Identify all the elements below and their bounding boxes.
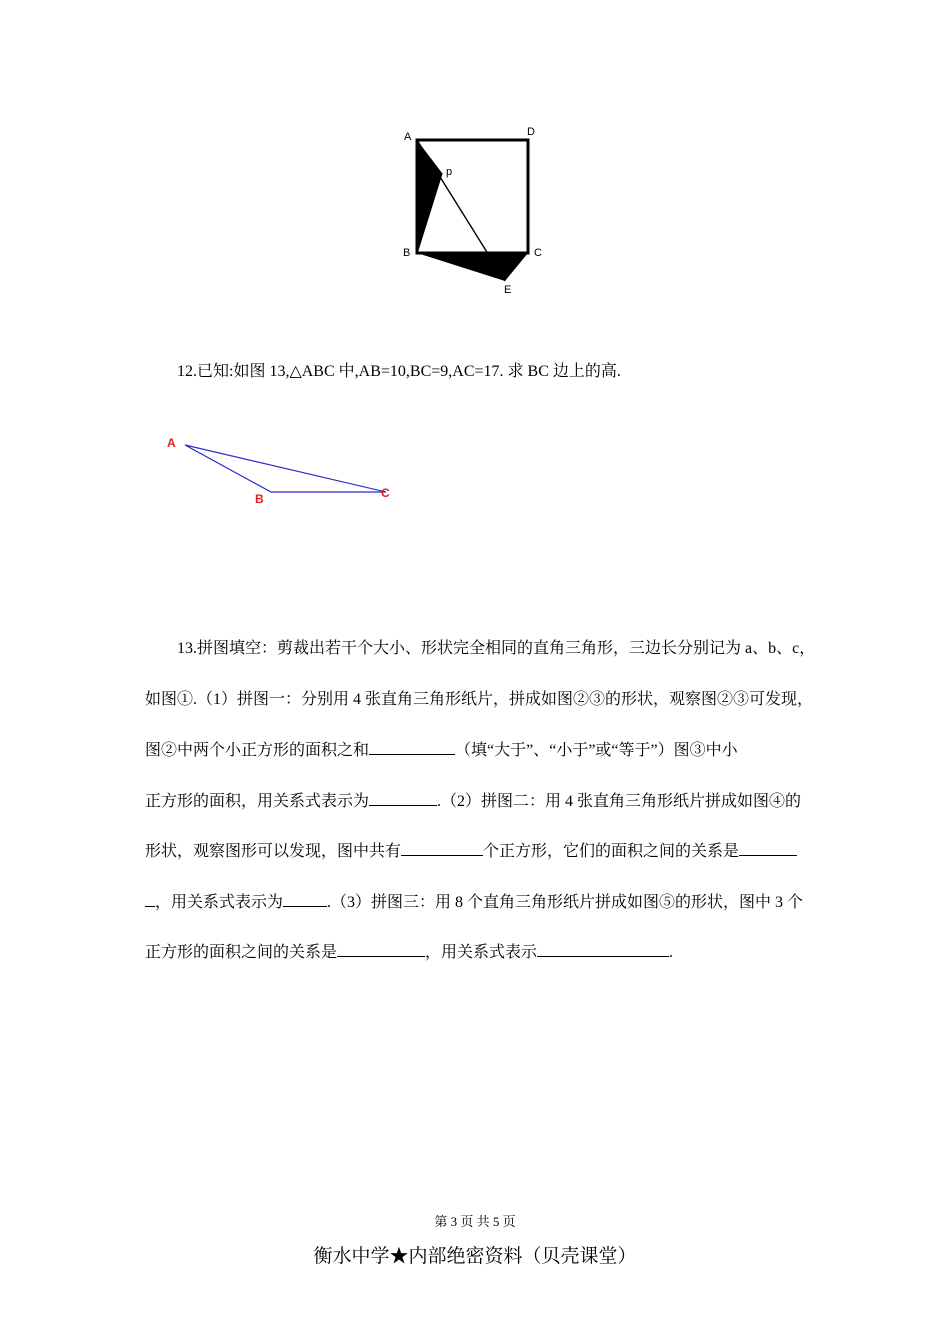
answer-blank-2[interactable] [369,788,437,806]
question-12: 12.已知:如图 13,△ABC 中,AB=10,BC=9,AC=17. 求 BC 边上的高. [177,363,621,380]
label-d: D [527,126,535,138]
q13-line-7 [145,939,809,990]
q13-line-4 [145,788,809,839]
label-b: B [255,492,264,506]
q13-text: 正方形的面积之间的关系是 [145,944,338,961]
q13-line-3 [145,737,809,788]
label-c: C [534,247,542,259]
q13-text: 形状，观察图形可以发现，图中共有 [145,843,402,860]
q13-text: ，用关系式表示为 [155,893,284,911]
q13-text: 如图①.（1）拼图一：分别用 4 张直角三角形纸片，拼成如图②③的形状，观察图②③可发现， [145,690,814,708]
label-e: E [504,284,512,296]
triangle-abc [185,445,386,492]
shaded-triangle-bottom [417,253,528,281]
q13-text: 正方形的面积，用关系式表示为 [145,792,370,810]
answer-blank-7[interactable] [537,939,669,957]
label-p: p [446,166,453,178]
label-a: A [167,436,176,450]
footer-text: 衡水中学★内部绝密资料（贝壳课堂） [313,1246,637,1267]
q13-text: 个正方形，它们的面积之间的关系是 [483,843,740,860]
label-b: B [403,247,411,259]
shaded-triangle-left [417,140,442,253]
q13-text: （填“大于”、“小于”或“等于”）图③中小 [455,742,738,759]
q13-line-1 [145,636,816,687]
answer-blank-4-cont[interactable] [145,889,155,907]
q13-text: . [669,944,674,961]
triangle-figure [160,425,400,515]
q13-text: ，用关系式表示 [425,944,538,961]
q13-text: .（3）拼图三：用 8 个直角三角形纸片拼成如图⑤的形状，图中 3 个 [327,893,804,911]
answer-blank-3[interactable] [401,838,483,856]
answer-blank-1[interactable] [369,737,455,755]
label-c: C [381,486,390,500]
answer-blank-5[interactable] [283,889,327,907]
q13-line-6 [145,889,809,940]
q13-text: .（2）拼图二：用 4 张直角三角形纸片拼成如图④的 [437,792,802,810]
q13-line-5 [145,838,809,889]
answer-blank-6[interactable] [337,939,425,957]
label-a: A [404,131,412,143]
q13-text: 13.拼图填空：剪裁出若干个大小、形状完全相同的直角三角形，三边长分别记为 a、b、c， [177,640,816,657]
q13-text: 图②中两个小正方形的面积之和 [145,742,370,759]
page-number: 第 3 页 共 5 页 [434,1214,516,1229]
question-13 [145,636,816,990]
square-figure [395,118,555,300]
answer-blank-4[interactable] [739,838,797,856]
q13-line-2 [145,687,814,738]
